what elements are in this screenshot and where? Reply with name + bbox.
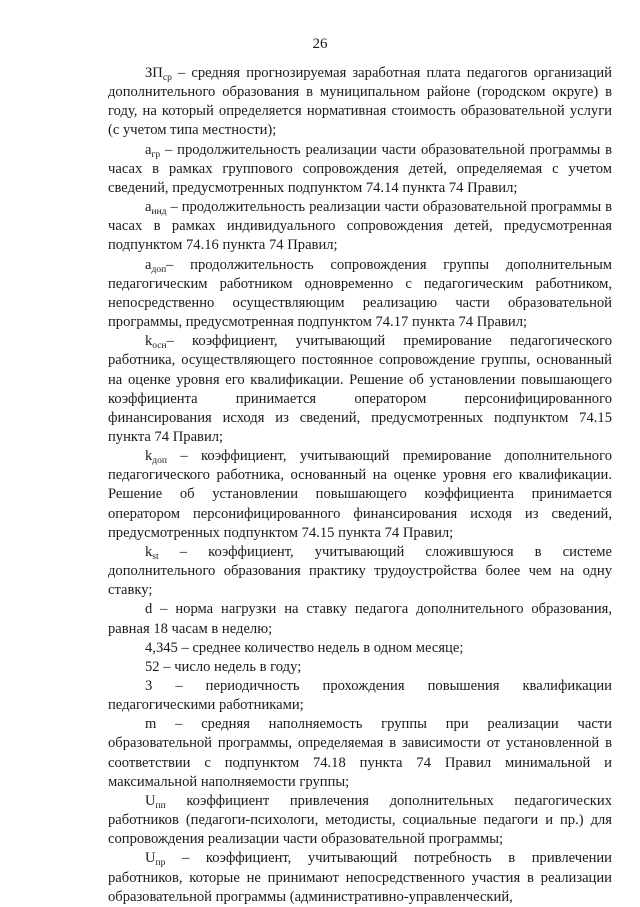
definition-m — [108, 715, 612, 792]
symbol-subscript: доп — [151, 264, 167, 275]
definition-text: – среднее количество недель в одном месяце; — [177, 639, 464, 656]
definition-text: – коэффициент, учитывающий сложившуюся в системе дополнительного образования практику трудоустройства более чем на одну ставку; — [108, 543, 612, 599]
definition-d — [108, 600, 612, 638]
definition-text: – продолжительность реализации части образовательной программы в часах в рамках индивидуального сопровождения детей, предусмотренная подпунктом 74.16 пункта 74 Правил; — [108, 199, 612, 254]
definition-zp-sr — [108, 64, 612, 141]
definition-text: – средняя прогнозируемая заработная плата педагогов организаций дополнительного образования в муниципальном районе (городском округе) в году, на который определяется нормативная стоимость образовательной услуги (с учетом типа местности); — [108, 65, 612, 139]
symbol-subscript: инд — [151, 207, 167, 218]
page-number: 26 — [312, 36, 328, 52]
definition-qualification-period — [108, 677, 612, 715]
symbol: ЗП — [145, 65, 163, 81]
symbol: k — [145, 448, 153, 465]
definition-text: – средняя наполняемость группы при реализации части образовательной программы, определяемая в зависимости от установленной в соответствии с подпунктом 74.18 пункта 74 Правил минимальной и максимальной наполняемости группы; — [108, 716, 612, 790]
definition-text: – коэффициент, учитывающий потребность в привлечении работников, которые не принимают непосредственного участия в реализации образовательной программы (административно-управленческий, — [108, 850, 612, 905]
symbol: 4,345 — [145, 639, 178, 656]
symbol-subscript: доп — [152, 456, 167, 467]
definition-text: коэффициент привлечения дополнительных педагогических работников (педагоги-психологи, методисты, социальные педагоги и пр.) для сопровождения реализации части образовательной программы; — [108, 792, 612, 848]
symbol: m — [145, 716, 157, 733]
definition-weeks-per-month — [108, 639, 612, 658]
symbol-subscript: гр — [151, 149, 161, 160]
symbol-subscript: пп — [155, 800, 166, 811]
definition-text: – норма нагрузки на ставку педагога дополнительного образования, равная 18 часам в неделю; — [108, 601, 612, 637]
symbol: d — [145, 601, 153, 618]
definition-u-pr — [108, 849, 612, 906]
symbol: а — [145, 141, 152, 158]
definition-k-osn — [108, 332, 612, 447]
definition-text: – продолжительность сопровождения группы дополнительным педагогическим работником одновременно с педагогическим работником, непосредственно осуществляющим реализацию части образовательной программы, предусмотренная подпунктом 74.17 пункта 74 Правил; — [108, 256, 612, 331]
definition-u-pp — [108, 792, 612, 849]
symbol: 3 — [145, 678, 153, 694]
definition-text: – число недель в году; — [159, 658, 302, 675]
definition-text: – периодичность прохождения повышения квалификации педагогическими работниками; — [108, 678, 612, 714]
definition-a-dop — [108, 256, 612, 333]
definition-a-ind — [108, 198, 612, 255]
definition-text: – коэффициент, учитывающий премирование дополнительного педагогического работника, основанный на оценке уровня его квалификации. Решение об установлении повышающего коэффициента принимается оператором персонифицированного финансирования исходя из сведений, предусмотренных подпунктом 74.15 пункта 74 Правил; — [108, 448, 612, 541]
symbol: а — [145, 199, 152, 216]
symbol-subscript: ср — [162, 73, 172, 83]
definition-k-st — [108, 543, 612, 600]
definition-a-gr — [108, 141, 612, 198]
definition-k-dop — [108, 447, 612, 543]
symbol: а — [145, 256, 152, 273]
symbol: U — [145, 792, 156, 809]
symbol: U — [145, 850, 156, 867]
symbol-subscript: осн — [152, 341, 167, 352]
definition-weeks-per-year — [108, 658, 612, 677]
symbol-subscript: пр — [155, 858, 166, 869]
symbol: k — [145, 543, 153, 560]
symbol: k — [145, 333, 153, 350]
symbol: 52 — [145, 658, 160, 675]
definition-text: – коэффициент, учитывающий премирование педагогического работника, осуществляющего постоянное сопровождение группы, основанный на оценке уровня его квалификации. Решение об установлении повышающего коэффициента принимается оператором персонифицированного финансирования исходя из сведений, предусмотренных подпунктом 74.15 пункта 74 Правил; — [108, 333, 612, 445]
definition-text: – продолжительность реализации части образовательной программы в часах в рамках группового сопровождения детей, определяемая с учетом сведений, предусмотренных подпунктом 74.14 пункта 74 Правил; — [108, 141, 612, 196]
symbol-subscript: st — [152, 551, 159, 562]
document-body — [108, 64, 612, 907]
